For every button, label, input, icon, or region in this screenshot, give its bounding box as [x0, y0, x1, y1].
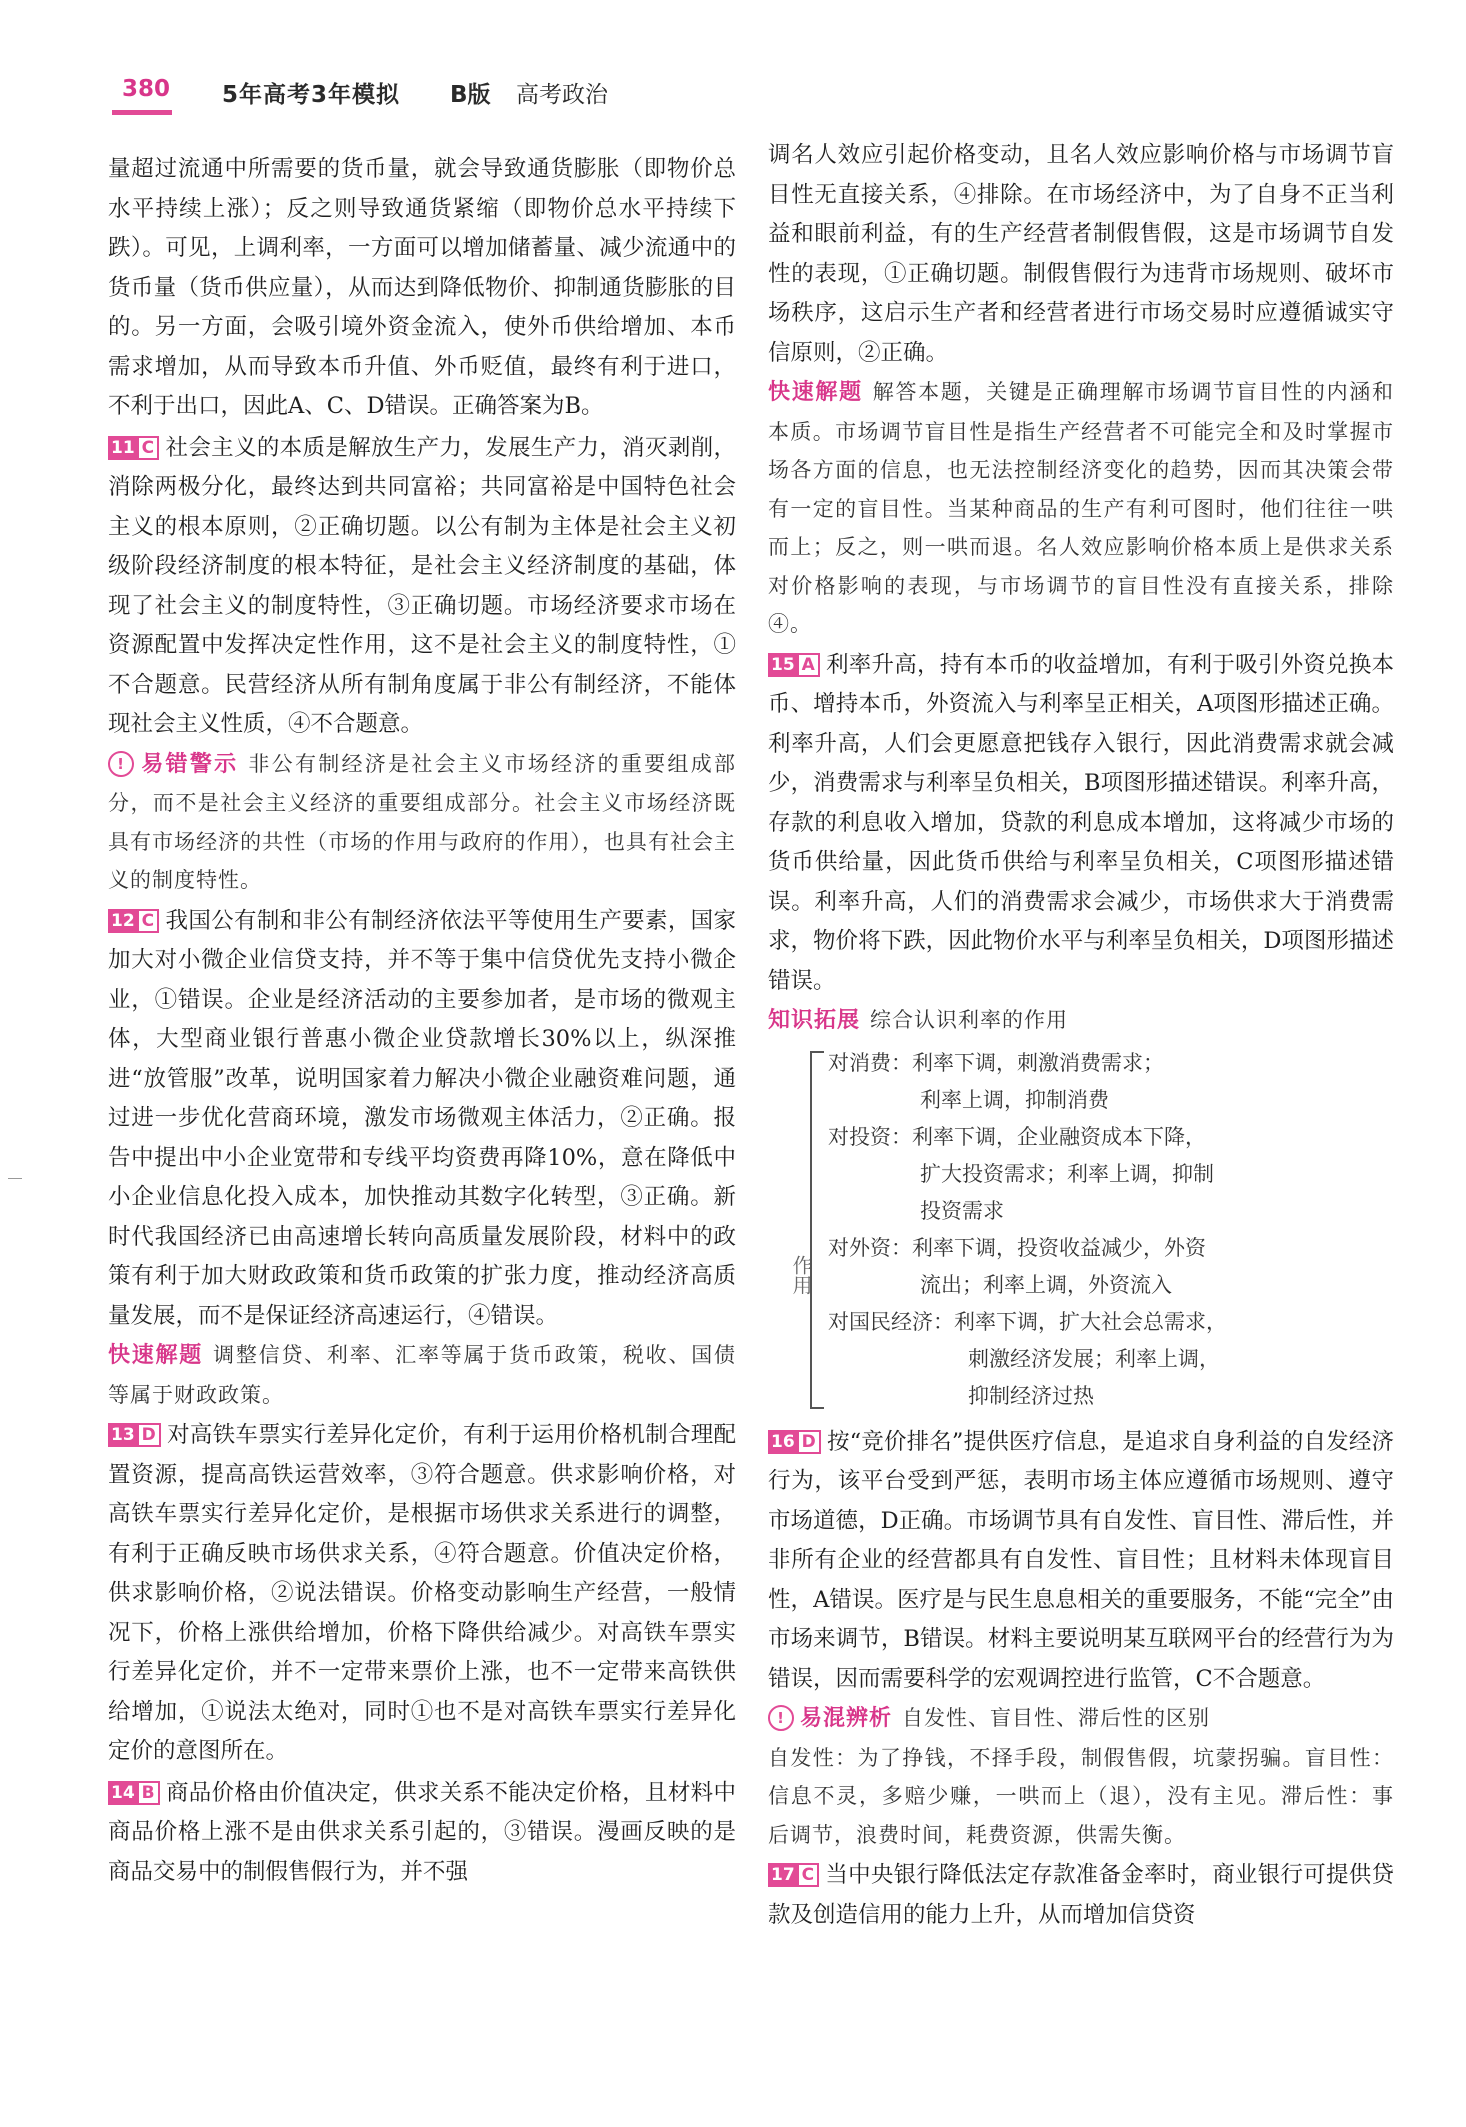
tip-text: 调整信贷、利率、汇率等属于货币政策，税收、国债等属于财政政策。 — [108, 1343, 736, 1407]
tip-label: 快速解题 — [108, 1343, 204, 1368]
question-badge: 17 C — [768, 1854, 819, 1894]
diagram-row: 对消费：利率下调，刺激消费需求； — [828, 1050, 1164, 1075]
answer-text: 社会主义的本质是解放生产力，发展生产力，消灭剥削，消除两极分化，最终达到共同富裕；共同富裕是中国特色社会主义的根本原则，②正确切题。以公有制为主体是社会主义初级阶段经济制度的根本特征，是社会主义经济制度的基础，体现了社会主义的制度特性，③正确切题。市场经济要求市场在资源配置中发挥决定性作用，这不是社会主义的制度特性，①不合题意。民营经济从所有制角度属于非公有制经济，不能体现社会主义性质，④不合题意。 — [108, 434, 736, 737]
answer-text: 当中央银行降低法定存款准备金率时，商业银行可提供贷款及创造信用的能力上升，从而增加信贷资 — [768, 1862, 1394, 1928]
diagram-row: 对投资：利率下调，企业融资成本下降， — [828, 1124, 1206, 1149]
warning-text: 非公有制经济是社会主义市场经济的重要组成部分，而不是社会主义经济的重要组成部分。社会主义市场经济既具有市场经济的共性（市场的作用与政府的作用），也具有社会主义的制度特性。 — [108, 751, 736, 892]
answer-11 — [108, 427, 736, 745]
answer-13 — [108, 1414, 736, 1772]
confusion-label: 易混辨析 — [800, 1706, 893, 1731]
brace-bracket — [810, 1051, 824, 1409]
exclamation-icon: ! — [768, 1705, 794, 1731]
answer-14 — [108, 1772, 736, 1893]
diagram-row: 抑制经济过热 — [968, 1383, 1094, 1408]
diagram-row: 投资需求 — [920, 1198, 1004, 1223]
question-badge: 12 C — [108, 900, 159, 940]
margin-mark — [8, 1178, 22, 1179]
diagram-row: 刺激经济发展；利率上调， — [968, 1346, 1220, 1371]
tip-label: 快速解题 — [768, 380, 863, 405]
question-badge: 16 D — [768, 1421, 821, 1461]
question-badge: 11 C — [108, 427, 159, 467]
answer-12 — [108, 900, 736, 1337]
answer-15 — [768, 644, 1394, 1002]
warning-label: 易错警示 — [140, 751, 239, 777]
answer-text: 按“竞价排名”提供医疗信息，是追求自身利益的自发经济行为，该平台受到严惩，表明市场主体应遵循市场规则、遵守市场道德，D正确。市场调节具有自发性、盲目性、滞后性，并非所有企业的经营都具有自发性、盲目性；且材料未体现盲目性，A错误。医疗是与民生息息相关的重要服务，不能“完全”由市场来调节，B错误。材料主要说明某互联网平台的经营行为为错误，因而需要科学的宏观调控进行监管，C不合题意。 — [768, 1428, 1394, 1692]
diagram-side-label: 作用 — [789, 1254, 813, 1295]
confusion-note — [768, 1699, 1394, 1739]
diagram-row: 流出；利率上调，外资流入 — [920, 1272, 1172, 1297]
extension-label: 知识拓展 — [768, 1008, 861, 1033]
answer-17 — [768, 1854, 1394, 1935]
right-column — [768, 136, 1394, 1935]
diagram-row: 利率上调，抑制消费 — [920, 1087, 1109, 1112]
answer-text: 对高铁车票实行差异化定价，有利于运用价格机制合理配置资源，提高高铁运营效率，③符合题意。供求影响价格，对高铁车票实行差异化定价，是根据市场供求关系进行的调整，有利于正确反映市场供求关系，④符合题意。价值决定价格，供求影响价格，②说法错误。价格变动影响生产经营，一般情况下，价格上涨供给增加，价格下降供给减少。对高铁车票实行差异化定价，并不一定带来票价上涨，也不一定带来高铁供给增加，①说法太绝对，同时①也不是对高铁车票实行差异化定价的意图所在。 — [108, 1422, 736, 1764]
page-number: 380 — [122, 76, 171, 102]
exclamation-icon: ! — [108, 751, 134, 777]
continued-paragraph: 调名人效应引起价格变动，且名人效应影响价格与市场调节盲目性无直接关系，④排除。在市场经济中，为了自身不正当利益和眼前利益，有的生产经营者制假售假，这是市场调节自发性的表现，①正确切题。制假售假行为违背市场规则、破坏市场秩序，这启示生产者和经营者进行市场交易时应遵循诚实守信原则，②正确。 — [768, 142, 1394, 366]
quick-tip-12 — [108, 1336, 736, 1414]
knowledge-extension-title — [768, 1001, 1394, 1041]
interest-rate-diagram — [768, 1045, 1394, 1415]
page-header — [112, 76, 672, 116]
diagram-row: 对外资：利率下调，投资收益减少，外资 — [828, 1235, 1206, 1260]
diagram-row: 对国民经济：利率下调，扩大社会总需求， — [828, 1309, 1227, 1334]
answer-16 — [768, 1421, 1394, 1700]
answer-text: 利率升高，持有本币的收益增加，有利于吸引外资兑换本币、增持本币，外资流入与利率呈正相关，A项图形描述正确。利率升高，人们会更愿意把钱存入银行，因此消费需求就会减少，消费需求与利率呈负相关，B项图形描述错误。利率升高，存款的利息收入增加，贷款的利息成本增加，这将减少市场的货币供给量，因此货币供给与利率呈负相关，C项图形描述错误。利率升高，人们的消费需求会减少，市场供求大于消费需求，物价将下跌，因此物价水平与利率呈负相关，D项图形描述错误。 — [768, 651, 1394, 994]
subject-label: 高考政治 — [516, 82, 608, 108]
extension-title: 综合认识利率的作用 — [870, 1008, 1069, 1032]
answer-text: 商品价格由价值决定，供求关系不能决定价格，且材料中商品价格上涨不是由供求关系引起的，③错误。漫画反映的是商品交易中的制假售假行为，并不强 — [108, 1779, 736, 1885]
question-badge: 14 B — [108, 1772, 160, 1812]
question-badge: 15 A — [768, 644, 820, 684]
edition-label: B版 — [450, 82, 491, 108]
answer-text: 我国公有制和非公有制经济依法平等使用生产要素，国家加大对小微企业信贷支持，并不等于集中信贷优先支持小微企业，①错误。企业是经济活动的主要参加者，是市场的微观主体，大型商业银行普惠小微企业贷款增长30%以上，纵深推进“放管服”改革，说明国家着力解决小微企业融资难问题，通过进一步优化营商环境，激发市场微观主体活力，②正确。报告中提出中小企业宽带和专线平均资费再降10%，意在降低中小企业信息化投入成本，加快推动其数字化转型，③正确。新时代我国经济已由高速增长转向高质量发展阶段，材料中的政策有利于加大财政政策和货币政策的扩张力度，推动经济高质量发展，而不是保证经济高速运行，④错误。 — [108, 907, 736, 1329]
intro-paragraph: 量超过流通中所需要的货币量，就会导致通货膨胀（即物价总水平持续上涨）；反之则导致通货紧缩（即物价总水平持续下跌）。可见，上调利率，一方面可以增加储蓄量、减少流通中的货币量（货币供应量），从而达到降低物价、抑制通货膨胀的目的。另一方面，会吸引境外资金流入，使外币供给增加、本币需求增加，从而导致本币升值、外币贬值，最终有利于进口，不利于出口，因此A、C、D错误。正确答案为B。 — [108, 156, 736, 419]
diagram-row: 扩大投资需求；利率上调，抑制 — [920, 1161, 1214, 1186]
page-number-underline — [112, 110, 172, 115]
confusion-title: 自发性、盲目性、滞后性的区别 — [902, 1706, 1211, 1730]
left-column — [108, 150, 736, 1892]
question-badge: 13 D — [108, 1414, 161, 1454]
book-series-title: 5年高考3年模拟 — [222, 82, 401, 108]
quick-tip-14 — [768, 373, 1394, 644]
confusion-text: 自发性：为了挣钱，不择手段，制假售假，坑蒙拐骗。盲目性：信息不灵，多赔少赚，一哄而上（退），没有主见。滞后性：事后调节，浪费时间，耗费资源，供需失衡。 — [768, 1745, 1394, 1847]
warning-note — [108, 745, 736, 900]
tip-text: 解答本题，关键是正确理解市场调节盲目性的内涵和本质。市场调节盲目性是指生产经营者不可能完全和及时掌握市场各方面的信息，也无法控制经济变化的趋势，因而其决策会带有一定的盲目性。当某种商品的生产有利可图时，他们往往一哄而上；反之，则一哄而退。名人效应影响价格本质上是供求关系对价格影响的表现，与市场调节的盲目性没有直接关系，排除④。 — [768, 380, 1394, 636]
